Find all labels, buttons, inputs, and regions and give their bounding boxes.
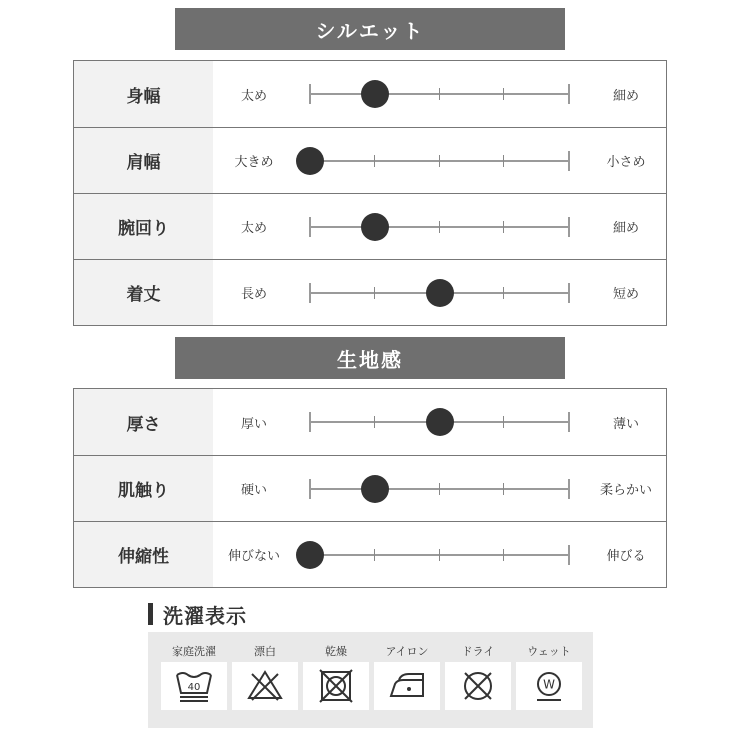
scale-tick <box>503 88 504 100</box>
scale-tick <box>503 221 504 233</box>
scale-tick <box>439 549 440 561</box>
rating-dot <box>296 541 324 569</box>
left-label: 大きめ <box>234 155 274 170</box>
texture-row <box>74 521 666 587</box>
icon-label: 漂白 <box>254 645 276 658</box>
right-label: 短め <box>612 287 639 302</box>
rating-dot <box>361 475 389 503</box>
right-label: 柔らかい <box>599 483 652 498</box>
scale-tick <box>439 88 440 100</box>
row-label: 厚さ <box>74 389 213 455</box>
laundry-item <box>303 642 369 710</box>
scale-end-tick <box>568 283 570 303</box>
no-bleach-icon <box>232 662 298 710</box>
scale-line <box>309 93 570 95</box>
scale-end-tick <box>568 479 570 499</box>
silhouette-row <box>74 193 666 259</box>
scale-tick <box>503 155 504 167</box>
rating-dot <box>361 213 389 241</box>
scale-end-tick <box>568 412 570 432</box>
scale-end-tick <box>568 84 570 104</box>
texture-title: 生地感 <box>337 347 403 372</box>
texture-table <box>73 388 667 588</box>
left-label: 長め <box>240 287 267 302</box>
silhouette-row <box>74 259 666 325</box>
rating-scale <box>309 545 570 565</box>
silhouette-header <box>175 8 565 50</box>
right-label: 小さめ <box>606 155 646 170</box>
icon-label: ウェット <box>527 645 571 658</box>
silhouette-row <box>74 61 666 127</box>
rating-scale <box>309 84 570 104</box>
no-dry-clean-icon <box>445 662 511 710</box>
scale-end-tick <box>309 217 311 237</box>
rating-dot <box>426 279 454 307</box>
scale-end-tick <box>568 151 570 171</box>
row-label: 肌触り <box>74 456 213 521</box>
laundry-heading <box>148 602 247 626</box>
rating-dot <box>361 80 389 108</box>
laundry-item <box>516 642 582 710</box>
texture-row <box>74 389 666 455</box>
scale-tick <box>503 549 504 561</box>
left-label: 硬い <box>240 483 267 498</box>
row-label: 腕回り <box>74 194 213 259</box>
rating-scale <box>309 479 570 499</box>
texture-header <box>175 337 565 379</box>
rating-scale <box>309 217 570 237</box>
left-label: 伸びない <box>227 549 280 564</box>
silhouette-row <box>74 127 666 193</box>
scale-tick <box>503 483 504 495</box>
laundry-panel <box>148 632 593 728</box>
left-label: 太め <box>240 221 267 236</box>
heading-bar <box>148 603 153 625</box>
left-label: 太め <box>240 88 267 104</box>
laundry-title: 洗濯表示 <box>163 603 247 628</box>
icon-label: 家庭洗濯 <box>172 645 216 658</box>
scale-end-tick <box>309 84 311 104</box>
scale-tick <box>374 416 375 428</box>
row-label: 着丈 <box>74 260 213 325</box>
rating-scale <box>309 283 570 303</box>
row-label: 身幅 <box>74 61 213 127</box>
rating-dot <box>426 408 454 436</box>
scale-tick <box>439 483 440 495</box>
scale-tick <box>503 416 504 428</box>
laundry-item <box>445 642 511 710</box>
scale-end-tick <box>309 412 311 432</box>
rating-scale <box>309 151 570 171</box>
scale-end-tick <box>568 545 570 565</box>
laundry-item <box>232 642 298 710</box>
row-label: 肩幅 <box>74 128 213 193</box>
texture-row <box>74 455 666 521</box>
wash-temperature: 40 <box>187 682 201 693</box>
scale-line <box>309 554 570 556</box>
scale-end-tick <box>309 479 311 499</box>
rating-dot <box>296 147 324 175</box>
scale-end-tick <box>309 283 311 303</box>
laundry-item <box>161 642 227 710</box>
right-label: 細め <box>612 88 639 104</box>
scale-tick <box>374 287 375 299</box>
icon-label: 乾燥 <box>325 645 347 658</box>
icon-label: アイロン <box>385 645 429 658</box>
laundry-item <box>374 642 440 710</box>
rating-scale <box>309 412 570 432</box>
scale-tick <box>374 549 375 561</box>
left-label: 厚い <box>240 416 267 432</box>
row-label: 伸縮性 <box>74 522 213 587</box>
right-label: 細め <box>612 221 639 236</box>
scale-tick <box>439 155 440 167</box>
scale-tick <box>374 155 375 167</box>
silhouette-table <box>73 60 667 326</box>
iron-low-icon <box>374 662 440 710</box>
washtub-40-icon <box>161 662 227 710</box>
wet-mark: W <box>543 677 555 692</box>
icon-label: ドライ <box>461 645 495 658</box>
right-label: 伸びる <box>606 549 646 564</box>
scale-tick <box>503 287 504 299</box>
scale-tick <box>439 221 440 233</box>
scale-line <box>309 488 570 490</box>
scale-line <box>309 226 570 228</box>
right-label: 薄い <box>612 416 639 432</box>
wet-clean-icon <box>516 662 582 710</box>
scale-end-tick <box>568 217 570 237</box>
no-tumble-dry-icon <box>303 662 369 710</box>
silhouette-title: シルエット <box>315 18 425 43</box>
scale-line <box>309 160 570 162</box>
